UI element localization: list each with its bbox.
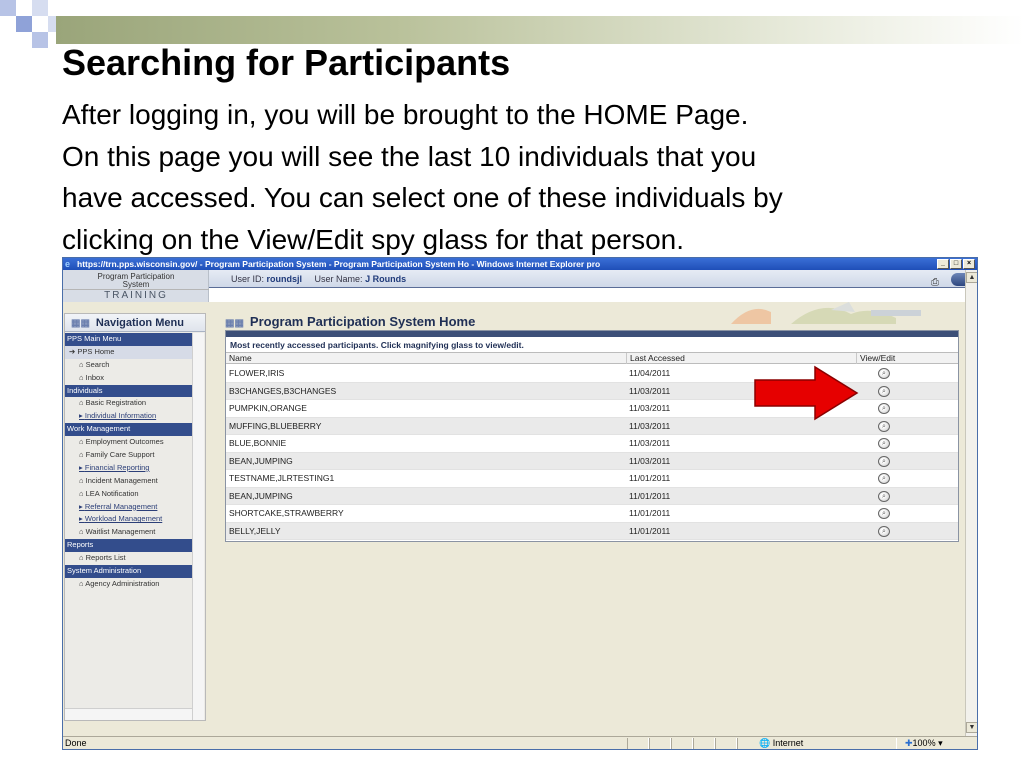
security-zone[interactable]	[759, 737, 803, 750]
triangle-right-icon: ▸	[79, 462, 85, 472]
close-button[interactable]: ×	[963, 259, 975, 269]
participant-name: B3CHANGES,B3CHANGES	[229, 385, 337, 396]
participant-name: BEAN,JUMPING	[229, 455, 293, 466]
slide-body-line: On this page you will see the last 10 individuals that you	[62, 140, 757, 172]
table-row	[226, 470, 958, 488]
nav-item[interactable]	[65, 526, 192, 539]
table-header-bar	[226, 331, 958, 337]
slide-body-line: have accessed. You can select one of these individuals by	[62, 182, 783, 213]
zoom-level: 100%	[912, 738, 936, 748]
nav-item-label: Referral Management	[84, 501, 158, 511]
user-id-label: User ID:	[231, 274, 265, 284]
participant-name: BELLY,JELLY	[229, 525, 281, 536]
logo-environment: TRAINING	[63, 289, 209, 301]
nav-item-label: Individuals	[67, 385, 103, 395]
internet-explorer-icon: e	[65, 259, 71, 269]
logo-text: System	[122, 280, 150, 289]
table-header-row	[226, 352, 958, 364]
scroll-down-button[interactable]: ▼	[966, 722, 978, 733]
browser-titlebar	[63, 258, 977, 270]
navigation-menu	[64, 313, 206, 721]
last-accessed-date: 11/01/2011	[629, 473, 671, 483]
participant-name: FLOWER,IRIS	[229, 368, 285, 378]
slide-body-line: clicking on the View/Edit spy glass for that person.	[62, 223, 685, 255]
status-panel	[715, 738, 737, 750]
column-header-view-edit: View/Edit	[856, 353, 958, 364]
nav-item-label: Search	[85, 359, 110, 369]
nav-item[interactable]	[65, 372, 192, 385]
zone-label: Internet	[772, 738, 804, 748]
user-name-value: J Rounds	[365, 274, 407, 284]
nav-heading-text: Navigation Menu	[95, 317, 184, 329]
lock-icon: ⌂	[79, 450, 86, 460]
user-id-value: roundsjl	[266, 274, 303, 284]
arrow-right-icon: ➔	[69, 346, 78, 356]
slide-body	[62, 94, 992, 260]
lock-icon: ⌂	[79, 437, 86, 447]
nav-item-label: Workload Management	[84, 514, 163, 524]
nav-heading	[65, 314, 205, 332]
nav-item	[65, 539, 192, 552]
column-header-last-accessed[interactable]: Last Accessed	[626, 353, 856, 364]
participant-name: SHORTCAKE,STRAWBERRY	[229, 508, 344, 518]
nav-item-label: PPS Main Menu	[67, 334, 122, 343]
magnifying-glass-icon[interactable]: ⌕	[878, 386, 890, 397]
nav-item-label: System Administration	[67, 566, 142, 576]
nav-item-label: Reports List	[85, 553, 126, 563]
logo-text: Program Participation	[97, 272, 175, 281]
decorative-square	[32, 0, 48, 16]
table-caption: Most recently accessed participants. Click magnifying glass to view/edit.	[230, 340, 524, 350]
zoom-icon: ✚	[905, 738, 913, 748]
triangle-right-icon: ▸	[79, 501, 85, 511]
scroll-up-button[interactable]: ▲	[966, 272, 978, 283]
app-logo	[63, 270, 209, 302]
status-text: Done	[65, 738, 87, 748]
nav-item[interactable]	[65, 410, 192, 423]
decorative-square	[0, 0, 16, 16]
nav-item-label: Employment Outcomes	[85, 437, 164, 447]
nav-item-label: PPS Home	[77, 346, 115, 356]
nav-scrollbar[interactable]	[192, 333, 204, 720]
nav-item	[65, 423, 192, 436]
last-accessed-date: 11/04/2011	[629, 368, 671, 378]
status-panel	[627, 738, 649, 750]
last-accessed-date: 11/01/2011	[629, 490, 671, 501]
grid-icon: ▦▦	[225, 318, 244, 329]
nav-item	[65, 385, 192, 398]
lock-icon: ⌂	[79, 398, 86, 408]
magnifying-glass-icon[interactable]: ⌕	[878, 473, 890, 484]
lock-icon: ⌂	[79, 553, 86, 563]
nav-item-label: Agency Administration	[85, 578, 160, 588]
nav-item-label: LEA Notification	[85, 488, 139, 498]
lock-icon: ⌂	[79, 372, 86, 382]
lock-icon: ⌂	[79, 359, 86, 369]
participant-name: PUMPKIN,ORANGE	[229, 403, 307, 413]
nav-item[interactable]	[65, 436, 192, 449]
nav-item[interactable]	[65, 513, 192, 526]
user-info-bar	[209, 270, 965, 288]
page-scrollbar[interactable]	[965, 270, 977, 736]
last-accessed-date: 11/01/2011	[629, 508, 671, 518]
nav-item-label: Reports	[67, 540, 94, 550]
participant-name: TESTNAME,JLRTESTING1	[229, 473, 335, 483]
status-panel	[649, 738, 671, 750]
red-arrow-annotation	[753, 365, 863, 421]
last-accessed-date: 11/03/2011	[629, 420, 671, 431]
participants-table	[225, 330, 959, 542]
nav-item	[65, 333, 192, 346]
triangle-right-icon: ▸	[79, 411, 85, 421]
decorative-square	[48, 16, 56, 32]
nav-item[interactable]	[65, 552, 192, 565]
lock-icon: ⌂	[79, 475, 86, 485]
magnifying-glass-icon[interactable]: ⌕	[878, 421, 890, 432]
nav-item[interactable]	[65, 488, 192, 501]
column-header-name[interactable]: Name	[229, 353, 252, 363]
nav-item[interactable]	[65, 397, 192, 410]
nav-list	[65, 333, 192, 591]
status-panel	[671, 738, 693, 750]
table-row	[226, 505, 958, 523]
magnifying-glass-icon[interactable]: ⌕	[878, 491, 890, 502]
user-name-label: User Name:	[314, 274, 363, 284]
nav-item[interactable]	[65, 501, 192, 514]
magnifying-glass-icon[interactable]: ⌕	[878, 403, 890, 414]
slide-body-line: After logging in, you will be brought to the HOME Page.	[62, 99, 749, 130]
nav-item-label: Inbox	[85, 372, 104, 382]
participant-name: BLUE,BONNIE	[229, 438, 287, 448]
last-accessed-date: 11/03/2011	[629, 438, 671, 448]
grid-icon: ▦▦	[71, 318, 90, 329]
browser-window	[62, 257, 978, 750]
main-title-text: Program Participation System Home	[249, 314, 476, 329]
nav-item-label: Individual Information	[84, 411, 157, 421]
magnifying-glass-icon[interactable]: ⌕	[878, 438, 890, 449]
table-row	[226, 523, 958, 541]
nav-item-label: Work Management	[67, 424, 131, 434]
nav-item[interactable]	[65, 462, 192, 475]
decorative-landscape-image	[731, 298, 931, 324]
last-accessed-date: 11/03/2011	[629, 403, 671, 413]
magnifying-glass-icon[interactable]: ⌕	[878, 526, 890, 537]
magnifying-glass-icon[interactable]: ⌕	[878, 368, 890, 379]
participant-name: BEAN,JUMPING	[229, 490, 293, 501]
maximize-button[interactable]: □	[950, 259, 962, 269]
window-controls	[937, 259, 975, 269]
nav-horizontal-scrollbar[interactable]	[65, 708, 192, 720]
zoom-control[interactable]: ✚100% ▾	[905, 738, 943, 748]
decorative-square	[32, 32, 48, 48]
last-accessed-date: 11/03/2011	[629, 455, 671, 466]
slide-title: Searching for Participants	[62, 42, 511, 83]
triangle-right-icon: ▸	[79, 514, 85, 524]
magnifying-glass-icon[interactable]: ⌕	[878, 508, 890, 519]
nav-item[interactable]	[65, 475, 192, 488]
decorative-square	[16, 16, 32, 32]
nav-item-label: Basic Registration	[85, 398, 147, 408]
nav-item-label: Family Care Support	[85, 450, 155, 460]
participant-name: MUFFING,BLUEBERRY	[229, 420, 322, 431]
last-accessed-date: 11/01/2011	[629, 525, 671, 536]
main-title	[225, 314, 475, 329]
lock-icon: ⌂	[79, 578, 86, 588]
nav-item	[65, 565, 192, 578]
decorative-gradient-bar	[56, 16, 1024, 44]
nav-item-label: Waitlist Management	[85, 527, 156, 537]
table-row	[226, 453, 958, 471]
nav-item[interactable]	[65, 346, 192, 359]
globe-icon: 🌐	[759, 738, 771, 748]
browser-title: https://trn.pps.wisconsin.gov/ - Program Participation System - Program Participation System Ho - Windows Internet Explorer pro	[77, 259, 601, 269]
magnifying-glass-icon[interactable]: ⌕	[878, 456, 890, 467]
printer-icon[interactable]: ⎙	[931, 277, 939, 288]
nav-item-label: Financial Reporting	[84, 462, 150, 472]
table-row	[226, 488, 958, 506]
table-row	[226, 435, 958, 453]
nav-item-label: Incident Management	[85, 475, 158, 485]
lock-icon: ⌂	[79, 488, 86, 498]
lock-icon: ⌂	[79, 527, 86, 537]
nav-item[interactable]	[65, 578, 192, 591]
nav-item[interactable]	[65, 359, 192, 372]
browser-status-bar	[63, 736, 977, 750]
last-accessed-date: 11/03/2011	[629, 385, 671, 396]
minimize-button[interactable]: _	[937, 259, 949, 269]
status-panel	[693, 738, 715, 750]
nav-item[interactable]	[65, 449, 192, 462]
